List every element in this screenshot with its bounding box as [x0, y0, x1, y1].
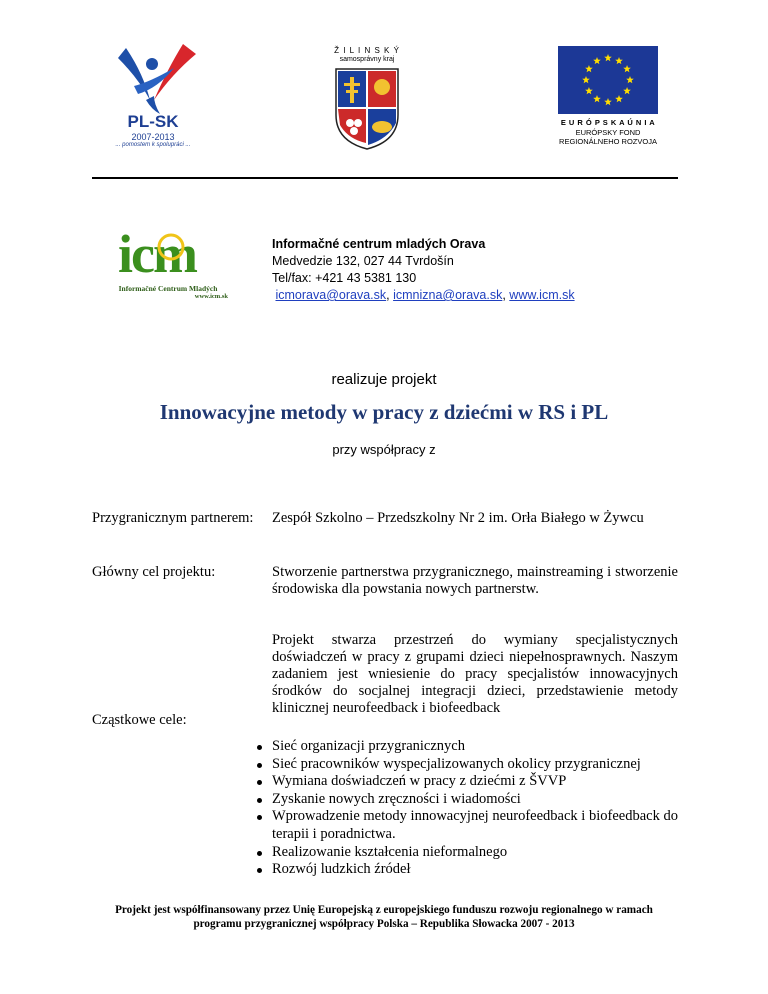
- goal-paragraph-1: Stworzenie partnerstwa przygranicznego, mainstreaming i stworzenie środowiska dla powstania nowych partnerstw.: [272, 564, 678, 597]
- footer-line-2: programu przygranicznej współpracy Polska – Republika Słowacka 2007 - 2013: [193, 918, 575, 930]
- icm-logo: [112, 224, 228, 306]
- footer-note: [0, 903, 768, 931]
- realizuje-text: realizuje projekt: [331, 371, 437, 388]
- plsk-logo: [88, 38, 218, 150]
- goal-paragraph-2: Projekt stwarza przestrzeń do wymiany specjalistycznych doświadczeń w pracy z grupami dzieci niepełnosprawnych. Naszym zadaniem jest wniesienie do pracy specjalistów innowacyjnych środków do socjalnej integracji dzieci, przedstawienie metody klinicznej neurofeedback i biofeedback: [272, 632, 678, 716]
- plsk-figure-icon: [88, 38, 218, 118]
- eu-line1: E U R Ó P S K A Ú N I A: [560, 118, 656, 127]
- eu-logo: [548, 46, 668, 146]
- zilinsky-kraj-logo: [328, 46, 406, 156]
- icm-links: [272, 287, 575, 304]
- footer-line-1: Projekt jest współfinansowany przez Unię Europejską z europejskiego funduszu rozwoju regionalnego w ramach: [115, 904, 653, 916]
- coat-of-arms-icon: [328, 65, 406, 151]
- zsk-line1: Ž I L I N S K Ý: [334, 46, 400, 55]
- partial-goals-label: Cząstkowe cele:: [92, 712, 187, 728]
- icm-caption2: www.icm.sk: [194, 293, 228, 300]
- goal-label: Główny cel projektu:: [92, 564, 216, 580]
- list-item: Rozwój ludzkich źródeł: [254, 861, 678, 879]
- list-item: Sieć pracowników wyspecjalizowanych okolicy przygranicznej: [254, 756, 678, 774]
- partner-value: Zespół Szkolno – Przedszkolny Nr 2 im. Orła Białego w Żywcu: [272, 510, 644, 526]
- email-link-icmorava[interactable]: icmorava@orava.sk: [275, 288, 387, 302]
- list-item: Sieć organizacji przygranicznych: [254, 738, 678, 756]
- partial-goals-list: [254, 738, 678, 879]
- icm-phone: Tel/fax: +421 43 5381 130: [272, 271, 417, 285]
- icm-letters: icm: [118, 224, 196, 284]
- icm-contact-block: [272, 236, 575, 304]
- list-item: Realizowanie kształcenia nieformalnego: [254, 844, 678, 862]
- link-separator: ,: [502, 288, 510, 302]
- eu-flag-icon: [558, 46, 658, 114]
- email-link-icmnizna[interactable]: icmnizna@orava.sk: [393, 288, 503, 302]
- header-divider: [92, 177, 678, 179]
- icm-address: Medvedzie 132, 027 44 Tvrdošín: [272, 254, 454, 268]
- plsk-tagline: ... pomostem k spolupráci ...: [115, 142, 191, 148]
- zsk-line2: samosprávny kraj: [339, 56, 395, 63]
- icm-name: Informačné centrum mladých Orava: [272, 237, 486, 251]
- plsk-name: PL-SK: [127, 112, 179, 131]
- cooperation-text: przy współpracy z: [332, 442, 436, 457]
- icm-swirl-icon: [156, 232, 186, 262]
- web-link-icm[interactable]: www.icm.sk: [509, 288, 575, 302]
- eu-line3: REGIONÁLNEHO ROZVOJA: [559, 137, 657, 146]
- project-title: Innowacyjne metody w pracy z dziećmi w RS i PL: [159, 400, 609, 424]
- list-item: Zyskanie nowych zręczności i wiadomości: [254, 791, 678, 809]
- plsk-years: 2007-2013: [131, 132, 175, 142]
- icm-caption1: Informačné Centrum Mladých: [118, 284, 218, 293]
- list-item: Wymiana doświadczeń w pracy z dziećmi z ŠVVP: [254, 773, 678, 791]
- link-separator: ,: [386, 288, 394, 302]
- list-item: Wprowadzenie metody innowacyjnej neurofeedback i biofeedback do terapii i poradnictwa.: [254, 808, 678, 843]
- eu-line2: EURÓPSKY FOND: [575, 128, 641, 137]
- partner-label: Przygranicznym partnerem:: [92, 510, 254, 526]
